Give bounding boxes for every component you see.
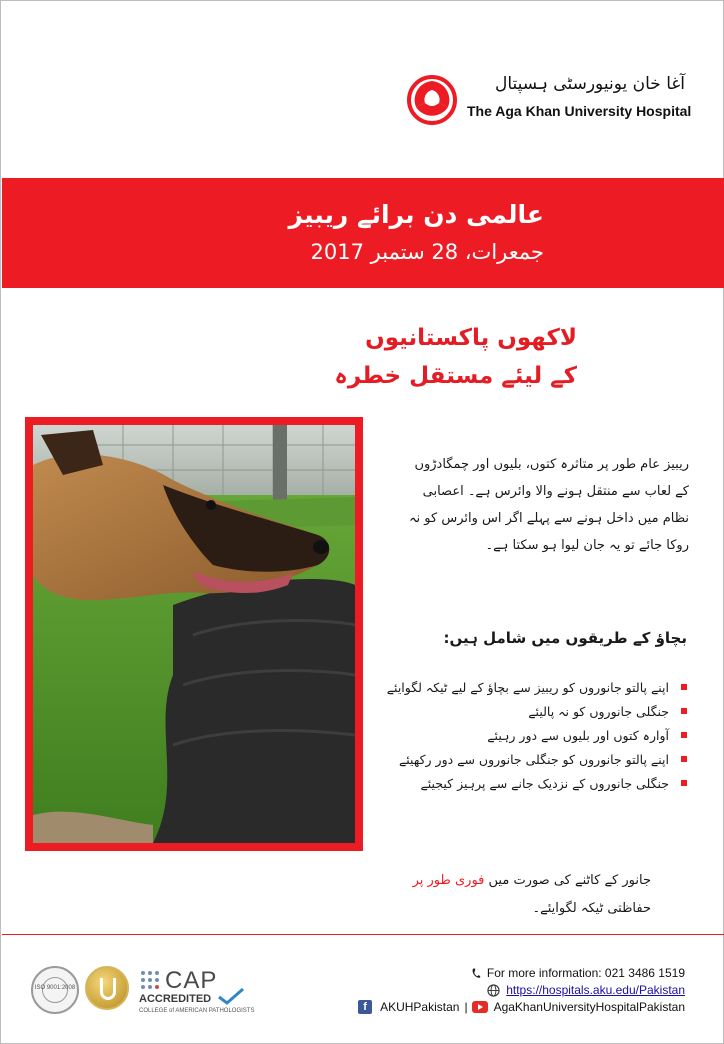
banner-title: عالمی دن برائے ریبیز bbox=[288, 200, 544, 229]
bullet-icon bbox=[681, 684, 687, 690]
youtube-handle[interactable]: AgaKhanUniversityHospitalPakistan bbox=[493, 1000, 685, 1014]
list-item: آوارہ کتوں اور بلیوں سے دور رہیئے bbox=[381, 723, 687, 747]
bullet-icon bbox=[681, 708, 687, 714]
cap-dots-icon bbox=[139, 969, 161, 991]
facebook-handle[interactable]: AKUHPakistan bbox=[380, 1000, 460, 1014]
cap-word: CAP bbox=[165, 967, 218, 994]
facebook-icon[interactable]: f bbox=[358, 1000, 372, 1014]
website-row bbox=[487, 982, 685, 998]
iso-certification-badge bbox=[31, 966, 79, 1014]
bullet-icon bbox=[681, 732, 687, 738]
bite-advice: جانور کے کاٹنے کی صورت میں فوری طور پر حفاظتی ٹیکہ لگوایئے۔ bbox=[412, 873, 651, 916]
bite-advice-highlight: فوری طور پر bbox=[412, 873, 485, 888]
logo-urdu-text: آغا خان یونیورسٹی ہسپتال bbox=[494, 74, 685, 94]
prevention-list bbox=[381, 675, 687, 795]
rabies-description: ریبیز عام طور پر متاثرہ کتوں، بلیوں اور چمگادڑوں کے لعاب سے منتقل ہونے والا وائرس ہے۔ اعصابی نظام میں داخل ہونے سے پہلے اگر اس وائرس کو نہ روکا جائے تو یہ جان لیوا ہو سکتا ہے۔ bbox=[408, 457, 689, 553]
list-item: اپنے پالتو جانوروں کو ریبیز سے بچاؤ کے لیے ٹیکہ لگوایئے bbox=[381, 675, 687, 699]
cap-accredited: ACCREDITED bbox=[139, 993, 212, 1005]
website-link[interactable]: https://hospitals.aku.edu/Pakistan bbox=[506, 983, 685, 997]
checkmark-icon bbox=[217, 987, 245, 1005]
jci-accreditation-badge bbox=[85, 966, 129, 1010]
footer-divider bbox=[2, 934, 724, 935]
prevention-heading: بچاؤ کے طریقوں میں شامل ہیں: bbox=[443, 629, 687, 647]
jci-seal-icon bbox=[100, 978, 116, 1000]
banner-date: جمعرات، 28 ستمبر 2017 bbox=[310, 240, 544, 264]
cap-subtitle: COLLEGE of AMERICAN PATHOLOGISTS bbox=[139, 1008, 255, 1014]
bullet-icon bbox=[681, 780, 687, 786]
dog-illustration bbox=[33, 425, 355, 843]
social-separator: | bbox=[464, 1000, 468, 1014]
headline bbox=[277, 319, 577, 395]
social-row bbox=[358, 999, 685, 1015]
title-banner bbox=[2, 178, 724, 288]
list-item: جنگلی جانوروں کو نہ پالیئے bbox=[381, 699, 687, 723]
iso-text: ISO 9001:2008 bbox=[34, 985, 76, 991]
dog-bite-photo bbox=[33, 425, 355, 843]
phone-text: For more information: 021 3486 1519 bbox=[486, 966, 685, 980]
globe-icon bbox=[487, 984, 500, 997]
headline-line-1: لاکھوں پاکستانیوں bbox=[365, 325, 577, 351]
list-item: اپنے پالتو جانوروں کو جنگلی جانوروں سے دور رکھیئے bbox=[381, 747, 687, 771]
cap-accredited-logo bbox=[139, 967, 255, 1019]
logo-english-text: The Aga Khan University Hospital bbox=[467, 103, 692, 119]
hospital-logo bbox=[407, 73, 697, 129]
phone-row bbox=[471, 965, 685, 981]
list-item: جنگلی جانوروں کے نزدیک جانے سے پرہیز کیجیئے bbox=[381, 771, 687, 795]
photo-frame bbox=[25, 417, 363, 851]
headline-line-2: کے لیئے مستقل خطرہ bbox=[334, 363, 577, 389]
phone-icon bbox=[471, 967, 481, 980]
aku-logo-icon bbox=[407, 75, 457, 125]
youtube-icon[interactable] bbox=[472, 1001, 488, 1013]
bullet-icon bbox=[681, 756, 687, 762]
